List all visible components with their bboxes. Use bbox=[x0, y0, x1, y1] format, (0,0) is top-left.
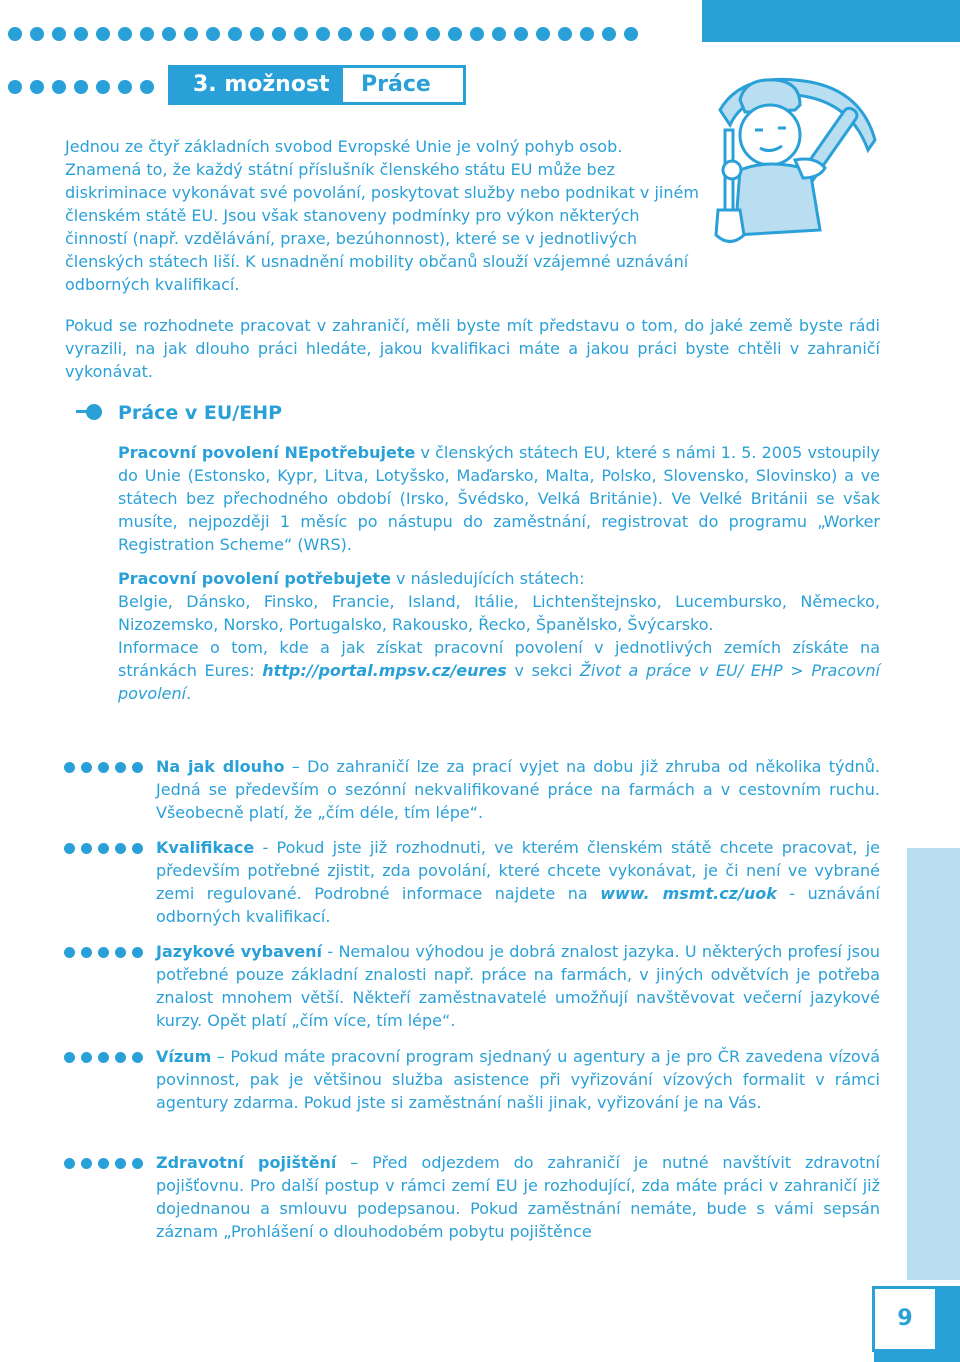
list-item-language bbox=[156, 940, 880, 1032]
section-header bbox=[168, 65, 466, 105]
list-item-duration-text: – Do zahraničí lze za prací vyjet na dobu již zhruba od několika týdnů. Jedná se především o sezónní nekvalifikované práce na farmách a v cestovním ruchu. Všeobecně platí, že „čím déle, tím lépe“. bbox=[156, 757, 881, 822]
eures-link[interactable]: http://portal.mpsv.cz/eures bbox=[262, 661, 507, 680]
list-item-language-title: Jazykové vybavení bbox=[156, 942, 323, 961]
list-item-insurance bbox=[156, 1151, 880, 1243]
no-permit-paragraph bbox=[118, 441, 880, 556]
second-paragraph bbox=[65, 314, 880, 383]
permit-strong: Pracovní povolení potřebujete bbox=[118, 569, 391, 588]
permit-text: v následujících státech: bbox=[390, 569, 585, 588]
intro-paragraph bbox=[65, 135, 700, 296]
page-number: 9 bbox=[872, 1286, 938, 1352]
countries-list: Belgie, Dánsko, Finsko, Francie, Island, Itálie, Lichtenštejnsko, Lucembursko, Německo, Nizozemsko, Norsko, Portugalsko, Rakousko, Řecko, Španělsko, Švýcarsko. bbox=[118, 592, 880, 634]
top-dot-row bbox=[8, 27, 638, 41]
no-permit-text: v členských státech EU, které s námi 1. 5. 2005 vstoupily do Unie (Estonsko, Kypr, Litva, Lotyšsko, Maďarsko, Malta, Polsko, Slovensko, Slovinsko) a ve státech bez přechodného období (Irsko, Švédsko, Velká Británie). Ve Velké Británii se však musíte, nejpozději 1 měsíc po nástupu do zaměstnání, registrovat do programu „Worker Registration Scheme“ (WRS). bbox=[118, 443, 881, 554]
no-permit-strong: Pracovní povolení NEpotřebujete bbox=[118, 443, 416, 462]
info-path: Život a práce v EU/ EHP > Pracovní povolení bbox=[118, 661, 880, 703]
list-item-visa-title: Vízum bbox=[156, 1047, 212, 1066]
list-bullet-4 bbox=[64, 1052, 143, 1063]
subhead-dot bbox=[86, 404, 102, 420]
list-item-qualification bbox=[156, 836, 880, 928]
list-bullet-1 bbox=[64, 762, 143, 773]
section-number: 3. možnost bbox=[171, 68, 343, 102]
side-decoration-bar bbox=[907, 848, 960, 1280]
info-text2: v sekci bbox=[506, 661, 580, 680]
intro-text: Jednou ze čtyř základních svobod Evropské Unie je volný pohyb osob. Znamená to, že každý státní příslušník členského státu EU může bez diskriminace vykonávat své povolání, poskytovat služby nebo podnikat v jiném členském státě EU. Jsou však stanoveny podmínky pro výkon některých činností (např. vzdělávání, praxe, bezúhonnost), které se v jednotlivých členských státech liší. K usnadnění mobility občanů slouží vzájemné uznávání odborných kvalifikací. bbox=[65, 137, 699, 294]
list-item-qualification-title: Kvalifikace bbox=[156, 838, 255, 857]
list-item-language-text: - Nemalou výhodou je dobrá znalost jazyka. U některých profesí jsou potřebné pouze základní znalosti např. práce na farmách, v jiných odvětvích je potřeba znalost mnohem větší. Někteří zaměstnavatelé umožňují navštěvovat večerní jazykové kurzy. Opět platí „čím více, tím lépe“. bbox=[156, 942, 881, 1030]
list-item-visa bbox=[156, 1045, 880, 1114]
list-bullet-3 bbox=[64, 947, 143, 958]
permit-paragraph bbox=[118, 567, 880, 705]
info-text: Informace o tom, kde a jak získat pracovní povolení v jednotlivých zemích získáte na stránkách Eures: bbox=[118, 638, 880, 680]
eu-section-heading: Práce v EU/EHP bbox=[118, 402, 283, 424]
list-item-insurance-title: Zdravotní pojištění bbox=[156, 1153, 337, 1172]
info-end: . bbox=[186, 684, 192, 703]
section-title: Práce bbox=[361, 72, 431, 97]
worker-illustration bbox=[700, 70, 880, 250]
list-item-insurance-text: – Před odjezdem do zahraničí je nutné navštívit zdravotní pojišťovnu. Pro další postup v rámci zemí EU je rozhodující, zda máte práci v zahraničí již dojednanou a smlouvu podepsanou. Pokud zaměstnání nemáte, bude s vámi sepsán záznam „Prohlášení o dlouhodobém pobytu pojištěnce bbox=[156, 1153, 881, 1241]
corner-block bbox=[702, 0, 960, 42]
msmt-link[interactable]: www. msmt.cz/uok bbox=[600, 884, 777, 903]
list-item-duration bbox=[156, 755, 880, 824]
list-bullet-5 bbox=[64, 1158, 143, 1169]
list-item-visa-text: – Pokud máte pracovní program sjednaný u agentury a je pro ČR zavedena vízová povinnost, pak je většinou služba asistence při vyřizování vízových formalit v rámci agentury zdarma. Pokud jste si zaměstnání našli jinak, vyřizování je na Vás. bbox=[156, 1047, 880, 1112]
header-dot-row bbox=[8, 80, 154, 94]
list-bullet-2 bbox=[64, 843, 143, 854]
list-item-duration-title: Na jak dlouho bbox=[156, 757, 285, 776]
list-item-qualification-text2: - uznávání odborných kvalifikací. bbox=[156, 884, 881, 926]
second-text: Pokud se rozhodnete pracovat v zahraničí, měli byste mít představu o tom, do jaké země byste rádi vyrazili, na jak dlouho práci hledáte, jakou kvalifikaci máte a jakou práci byste chtěli v zahraničí vykonávat. bbox=[65, 316, 880, 381]
list-item-qualification-text: - Pokud jste již rozhodnuti, ve kterém členském státě chcete pracovat, je především potřebné zjistit, zda povolání, které chcete vykonávat, je či není ve vybrané zemi regulované. Podrobné informace najdete na bbox=[156, 838, 880, 903]
